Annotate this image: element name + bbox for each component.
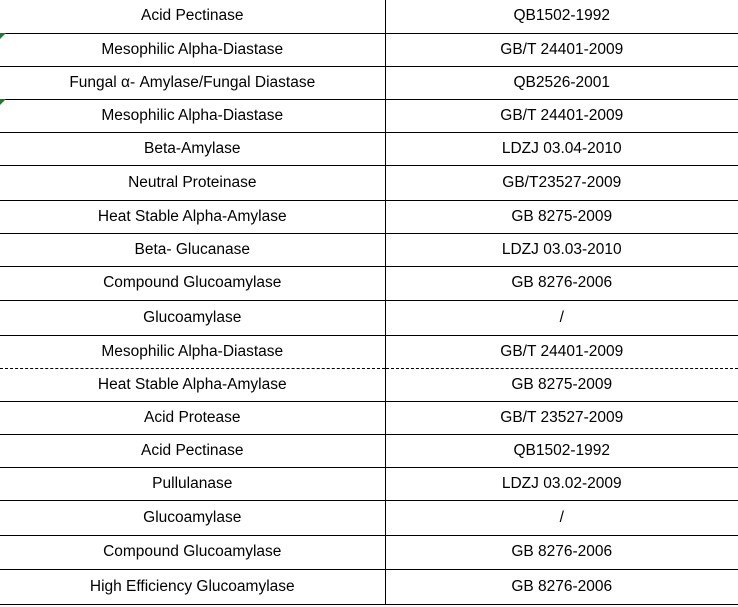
table-row — [0, 569, 738, 604]
table-row — [0, 233, 738, 266]
standard-cell: LDZJ 03.03-2010 — [385, 233, 738, 266]
product-name-cell: Beta- Glucanase — [0, 233, 385, 266]
table-row — [0, 66, 738, 99]
standard-cell: / — [385, 500, 738, 535]
standard-cell: QB1502-1992 — [385, 434, 738, 467]
product-name-cell: Compound Glucoamylase — [0, 535, 385, 569]
product-name-cell: Compound Glucoamylase — [0, 266, 385, 300]
standard-cell: QB1502-1992 — [513, 7, 611, 25]
product-name-cell: Heat Stable Alpha-Amylase — [0, 368, 385, 401]
product-name-cell: Neutral Proteinase — [0, 165, 385, 200]
product-name-cell: Acid Pectinase — [0, 0, 385, 33]
standard-cell: GB/T 24401-2009 — [385, 335, 738, 368]
table-row — [0, 335, 738, 368]
product-name-cell: Beta-Amylase — [0, 132, 385, 165]
standard-cell: GB/T 24401-2009 — [385, 33, 738, 66]
standard-cell: QB2526-2001 — [385, 66, 738, 99]
table-row — [0, 535, 738, 569]
product-name-cell: Fungal α- Amylase/Fungal Diastase — [0, 66, 385, 99]
product-name-cell: Pullulanase — [0, 467, 385, 500]
cell-marker-icon — [0, 99, 6, 105]
standard-cell: GB 8276-2006 — [385, 569, 738, 604]
table-row — [0, 165, 738, 200]
standard-cell: LDZJ 03.04-2010 — [385, 132, 738, 165]
standard-cell: GB 8275-2009 — [385, 368, 738, 401]
product-name-cell: Acid Protease — [0, 401, 385, 434]
table-row — [0, 33, 738, 66]
standard-cell: GB/T 23527-2009 — [385, 401, 738, 434]
table-row — [0, 132, 738, 165]
table-row — [0, 434, 738, 467]
standard-cell: GB/T23527-2009 — [385, 165, 738, 200]
product-name-cell: Glucoamylase — [0, 300, 385, 335]
table-row — [0, 467, 738, 500]
table-row — [0, 99, 738, 132]
product-name-cell: Acid Pectinase — [0, 434, 385, 467]
product-name-cell: High Efficiency Glucoamylase — [0, 569, 385, 604]
product-name-cell: Mesophilic Alpha-Diastase — [0, 33, 385, 66]
table-row — [0, 0, 738, 33]
standard-cell: GB 8276-2006 — [385, 266, 738, 300]
standard-cell: GB 8276-2006 — [385, 535, 738, 569]
table-row — [0, 401, 738, 434]
table-row — [0, 200, 738, 233]
table-row — [0, 300, 738, 335]
standard-cell: LDZJ 03.02-2009 — [385, 467, 738, 500]
product-name-cell: Mesophilic Alpha-Diastase — [0, 99, 385, 132]
standard-cell: GB/T 24401-2009 — [385, 99, 738, 132]
table-row — [0, 500, 738, 535]
product-name-cell: Glucoamylase — [0, 500, 385, 535]
standard-cell: GB 8275-2009 — [385, 200, 738, 233]
table-row — [0, 266, 738, 300]
cell-marker-icon — [0, 33, 6, 39]
table-row — [0, 368, 738, 401]
product-name-cell: Heat Stable Alpha-Amylase — [0, 200, 385, 233]
product-name-cell: Mesophilic Alpha-Diastase — [0, 335, 385, 368]
standard-cell: / — [385, 300, 738, 335]
